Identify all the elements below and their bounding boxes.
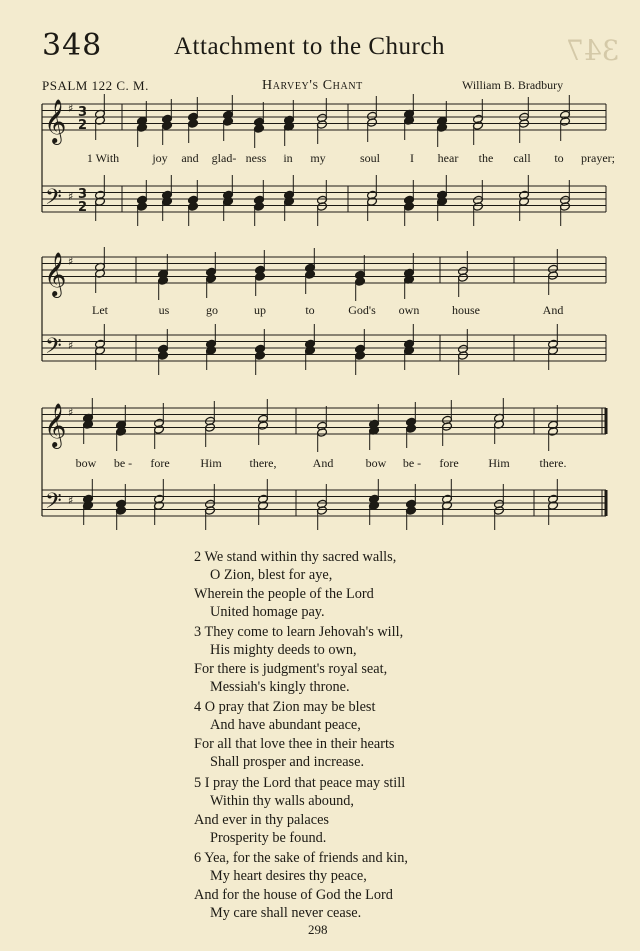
stanza-line: 5 I pray the Lord that peace may still xyxy=(194,775,406,791)
tune-name: Harvey's Chant xyxy=(262,78,363,93)
lyric-syllable: own xyxy=(398,303,420,317)
lyric-syllable: bow xyxy=(75,456,97,470)
stanza-line: And for the house of God the Lord xyxy=(194,886,393,903)
key-signature-sharp: ♯ xyxy=(68,190,74,203)
stanza-line: 6 Yea, for the sake of friends and kin, xyxy=(194,850,409,866)
stanza xyxy=(194,849,408,922)
key-signature-sharp: ♯ xyxy=(68,255,74,268)
treble-clef-icon: 𝄞 xyxy=(44,99,67,143)
stanza-line: United homage pay. xyxy=(210,603,325,620)
stanza-line: And ever in thy palaces xyxy=(194,811,329,828)
key-signature-sharp: ♯ xyxy=(68,494,74,507)
lyric-syllable: be - xyxy=(113,456,133,470)
stanza-line: For there is judgment's royal seat, xyxy=(194,660,388,677)
composer: William B. Bradbury xyxy=(462,78,564,92)
lyric-syllable: go xyxy=(206,303,218,317)
lyric-syllable: house xyxy=(452,303,480,317)
time-signature: 2 xyxy=(78,200,88,215)
lyric-syllable: there. xyxy=(539,456,567,470)
lyric-syllable: Him xyxy=(488,456,510,470)
stanza-line: My heart desires thy peace, xyxy=(210,868,367,885)
lyric-syllable: Let xyxy=(92,303,108,317)
lyric-syllable: ness xyxy=(245,151,267,165)
lyric-syllable: my xyxy=(310,151,326,165)
key-signature-sharp: ♯ xyxy=(68,406,74,419)
lyric-syllable: And xyxy=(542,303,564,317)
lyric-syllable: 1 With xyxy=(86,151,120,165)
lyric-syllable: hear xyxy=(437,151,459,165)
stanza xyxy=(194,698,395,771)
time-signature: 2 xyxy=(78,118,88,133)
page-number: 298 xyxy=(308,922,328,937)
treble-clef-icon: 𝄞 xyxy=(44,252,67,296)
lyric-syllable: to xyxy=(305,303,315,317)
stanza xyxy=(194,548,396,621)
lyric-syllable: in xyxy=(283,151,293,165)
psalm-meter: PSALM 122 C. M. xyxy=(42,78,149,93)
lyric-syllable: fore xyxy=(439,456,459,470)
bass-clef-icon: 𝄢 xyxy=(45,185,62,215)
stanza-line: And have abundant peace, xyxy=(210,717,361,734)
hymn-number: 348 xyxy=(42,28,103,63)
lyric-syllable: up xyxy=(254,303,266,317)
bass-clef-icon: 𝄢 xyxy=(45,334,62,364)
stanza-line: Within thy walls abound, xyxy=(210,793,354,810)
stanza-line: Prosperity be found. xyxy=(210,829,327,846)
key-signature-sharp: ♯ xyxy=(68,339,74,352)
stanza-line: Wherein the people of the Lord xyxy=(194,585,374,602)
lyric-syllable: joy xyxy=(152,151,168,165)
stanza xyxy=(194,623,403,696)
time-signature: 3 xyxy=(78,105,88,120)
lyric-syllable: glad- xyxy=(211,151,237,165)
lyric-syllable: God's xyxy=(348,303,376,317)
lyric-syllable: And xyxy=(312,456,334,470)
stanza-line: Shall prosper and increase. xyxy=(210,753,365,770)
lyric-syllable: to xyxy=(554,151,564,165)
stanza-line: Messiah's kingly throne. xyxy=(210,678,350,695)
lyric-syllable: prayer; xyxy=(581,151,615,165)
lyric-syllable: Him xyxy=(200,456,222,470)
lyric-syllable: there, xyxy=(249,456,277,470)
lyric-syllable: fore xyxy=(150,456,170,470)
stanza xyxy=(194,774,405,847)
stanza-line: His mighty deeds to own, xyxy=(210,642,357,659)
bass-clef-icon: 𝄢 xyxy=(45,489,62,519)
treble-clef-icon: 𝄞 xyxy=(44,403,67,447)
stanza-line: 2 We stand within thy sacred walls, xyxy=(194,549,397,565)
lyric-syllable: call xyxy=(513,151,531,165)
key-signature-sharp: ♯ xyxy=(68,102,74,115)
lyric-syllable: the xyxy=(478,151,494,165)
stanza-line: My care shall never cease. xyxy=(210,904,362,921)
lyric-syllable: us xyxy=(158,303,170,317)
lyric-syllable: soul xyxy=(359,151,381,165)
stanza-line: For all that love thee in their hearts xyxy=(194,735,395,752)
hymn-title: Attachment to the Church xyxy=(174,33,445,60)
stanza-line: 4 O pray that Zion may be blest xyxy=(194,699,376,715)
lyric-syllable: and xyxy=(181,151,199,165)
show-through-number: 347 xyxy=(566,34,620,67)
lyric-syllable: be - xyxy=(402,456,422,470)
stanza-line: 3 They come to learn Jehovah's will, xyxy=(194,624,404,640)
stanza-line: O Zion, blest for aye, xyxy=(210,567,333,584)
lyric-syllable: bow xyxy=(365,456,387,470)
lyric-syllable: I xyxy=(410,151,414,165)
time-signature: 3 xyxy=(78,187,88,202)
